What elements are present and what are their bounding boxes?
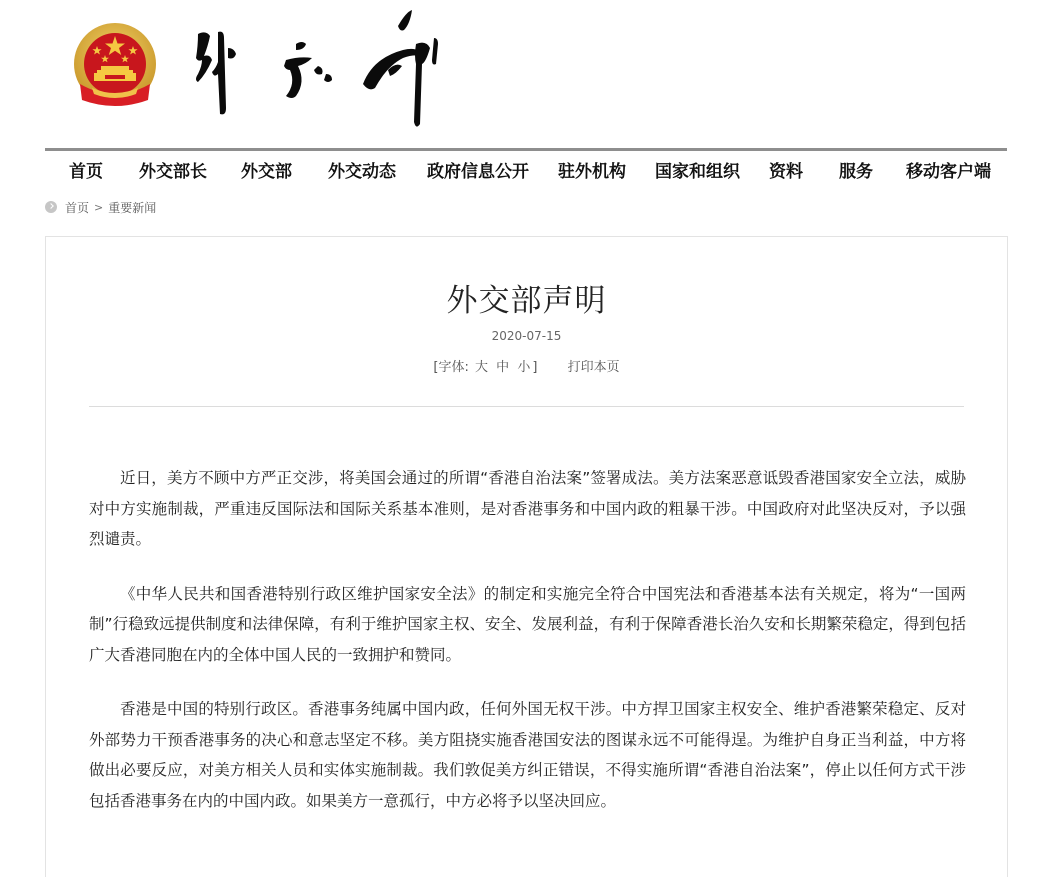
article-date: 2020-07-15 <box>491 329 562 343</box>
article-paragraph: 《中华人民共和国香港特别行政区维护国家安全法》的制定和实施完全符合中国宪法和香港基本法有关规定，将为“一国两制”行稳致远提供制度和法律保障，有利于维护国家主权、安全、发展利益，有利于保障香港长治久安和长期繁荣稳定，得到包括广大香港同胞在内的全体中国人民的一致拥护和赞同。 <box>89 584 966 664</box>
article-panel <box>45 236 1008 877</box>
font-size-large[interactable]: 大 <box>475 360 489 375</box>
breadcrumb-separator: > <box>94 200 104 214</box>
font-size-label-close: ] <box>532 360 538 375</box>
article-body <box>89 463 966 840</box>
breadcrumb-important-news[interactable]: 重要新闻 <box>108 200 157 215</box>
breadcrumb-home[interactable]: 首页 <box>65 200 90 215</box>
main-nav <box>45 151 1007 187</box>
font-size-label: [字体: <box>433 360 469 375</box>
site-header <box>0 0 1055 148</box>
print-page-link[interactable]: 打印本页 <box>567 360 620 375</box>
national-emblem-icon[interactable] <box>72 22 158 114</box>
chevron-right-circle-icon <box>45 201 57 213</box>
title-divider <box>89 406 964 407</box>
nav-item-resources[interactable]: 资料 <box>769 162 803 182</box>
nav-item-activities[interactable]: 外交动态 <box>328 162 396 182</box>
nav-item-mobile[interactable]: 移动客户端 <box>906 162 991 182</box>
ministry-calligraphy-logo[interactable] <box>188 4 458 136</box>
nav-item-home[interactable]: 首页 <box>69 162 103 182</box>
nav-item-minister[interactable]: 外交部长 <box>139 162 207 182</box>
font-size-medium[interactable]: 中 <box>496 360 510 375</box>
font-size-small[interactable]: 小 <box>517 360 531 375</box>
nav-item-missions[interactable]: 驻外机构 <box>558 162 626 182</box>
breadcrumb <box>45 198 156 216</box>
nav-item-gov-info[interactable]: 政府信息公开 <box>427 162 529 182</box>
nav-item-countries[interactable]: 国家和组织 <box>655 162 740 182</box>
nav-item-ministry[interactable]: 外交部 <box>241 162 292 182</box>
article-paragraph: 香港是中国的特别行政区。香港事务纯属中国内政，任何外国无权干涉。中方捍卫国家主权安全、维护香港繁荣稳定、反对外部势力干预香港事务的决心和意志坚定不移。美方阻挠实施香港国安法的图谋永远不可能得逞。为维护自身正当利益，中方将做出必要反应，对美方相关人员和实体实施制裁。我们敦促美方纠正错误，不得实施所谓“香港自治法案”，停止以任何方式干涉包括香港事务在内的中国内政。如果美方一意孤行，中方必将予以坚决回应。 <box>89 700 966 810</box>
nav-item-services[interactable]: 服务 <box>839 162 873 182</box>
article-title: 外交部声明 <box>446 283 607 319</box>
article-paragraph: 近日，美方不顾中方严正交涉，将美国会通过的所谓“香港自治法案”签署成法。美方法案恶意诋毁香港国家安全立法，威胁对中方实施制裁，严重违反国际法和国际关系基本准则，是对香港事务和中国内政的粗暴干涉。中国政府对此坚决反对，予以强烈谴责。 <box>89 469 966 548</box>
article-tools <box>46 356 1007 375</box>
